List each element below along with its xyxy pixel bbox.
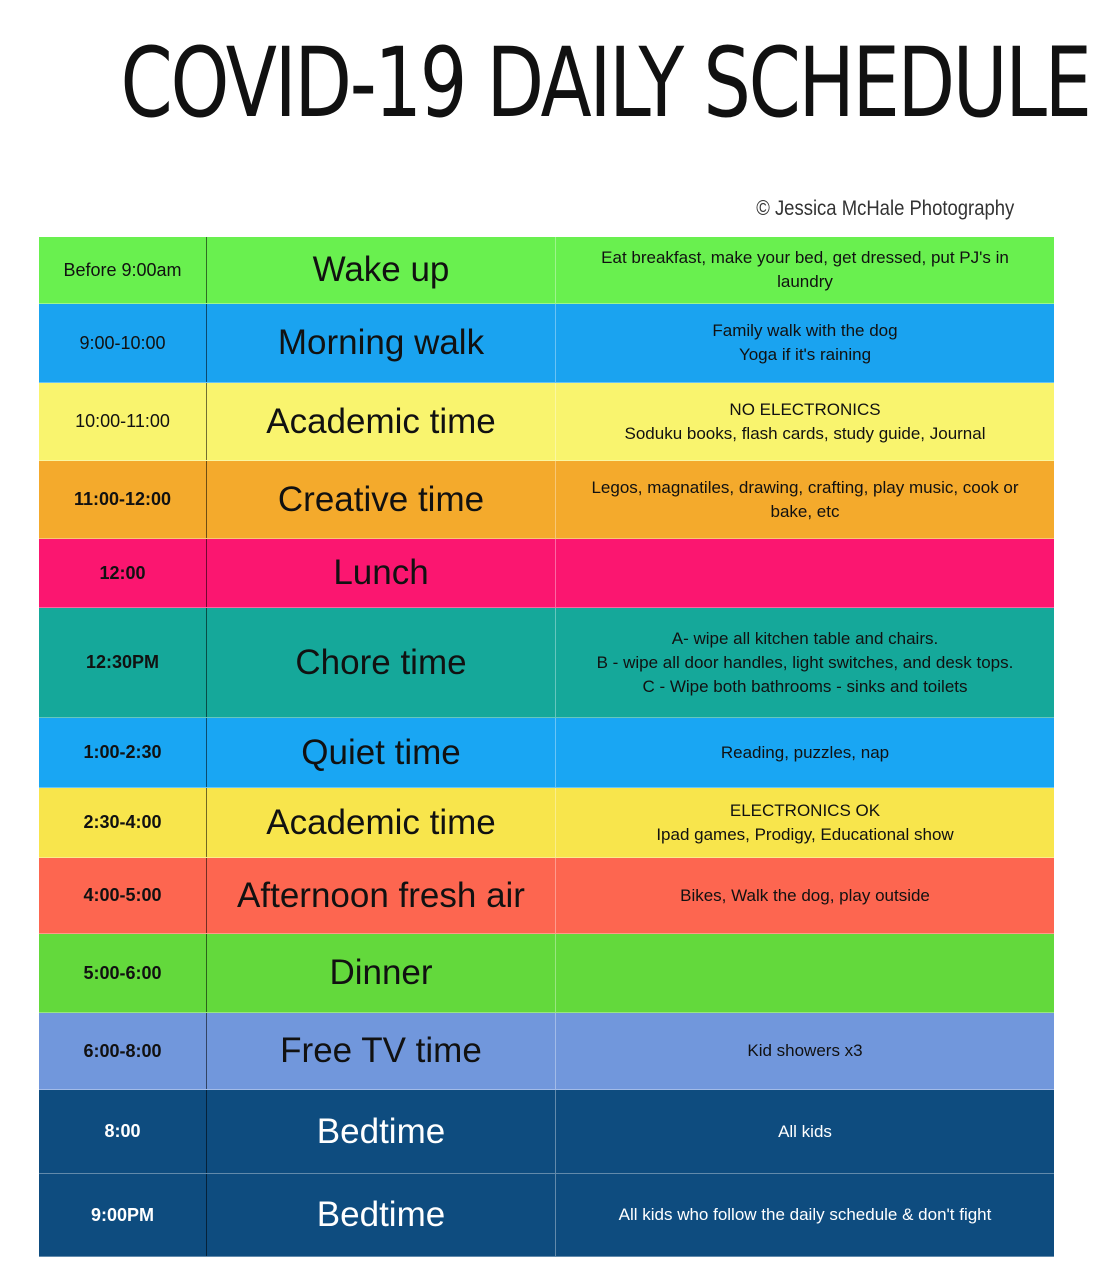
activity-cell: Bedtime xyxy=(207,1090,556,1173)
schedule-row-afternoon-fresh-air xyxy=(39,858,1054,934)
activity-cell: Free TV time xyxy=(207,1013,556,1089)
notes-cell: All kids who follow the daily schedule & don't fight xyxy=(618,1205,992,1224)
activity-cell: Bedtime xyxy=(207,1174,556,1256)
notes-cell: Bikes, Walk the dog, play outside xyxy=(680,885,930,905)
activity-cell: Academic time xyxy=(207,788,556,857)
time-cell: 4:00-5:00 xyxy=(39,858,207,933)
notes-cell: Family walk with the dog Yoga if it's raining xyxy=(712,321,898,364)
schedule-row-creative-time xyxy=(39,461,1054,539)
schedule-row-bedtime-2 xyxy=(39,1174,1054,1257)
notes-cell: Eat breakfast, make your bed, get dressed, put PJ's in laundry xyxy=(601,248,1009,291)
notes-cell: NO ELECTRONICS Soduku books, flash cards, study guide, Journal xyxy=(624,399,986,443)
schedule-row-academic-time-2 xyxy=(39,788,1054,858)
page-title: COVID-19 DAILY SCHEDULE xyxy=(120,27,1090,139)
notes-cell: Kid showers x3 xyxy=(747,1041,863,1060)
schedule-row-lunch xyxy=(39,539,1054,608)
activity-cell: Morning walk xyxy=(207,304,556,382)
activity-cell: Academic time xyxy=(207,383,556,460)
notes-cell: Reading, puzzles, nap xyxy=(720,742,890,762)
schedule-row-quiet-time xyxy=(39,718,1054,788)
activity-cell: Afternoon fresh air xyxy=(207,858,556,933)
time-cell: 12:30PM xyxy=(39,608,207,717)
time-cell: 6:00-8:00 xyxy=(39,1013,207,1089)
time-cell: 9:00PM xyxy=(39,1174,207,1256)
activity-cell: Dinner xyxy=(207,934,556,1012)
time-cell: 2:30-4:00 xyxy=(39,788,207,857)
time-cell: 10:00-11:00 xyxy=(39,383,207,460)
activity-cell: Wake up xyxy=(207,237,556,303)
notes-cell: All kids xyxy=(778,1121,832,1141)
activity-cell: Quiet time xyxy=(207,718,556,787)
schedule-row-chore-time xyxy=(39,608,1054,718)
notes-cell: ELECTRONICS OK Ipad games, Prodigy, Educational show xyxy=(656,800,954,844)
time-cell: 11:00-12:00 xyxy=(39,461,207,538)
notes-cell: Legos, magnatiles, drawing, crafting, play music, cook or bake, etc xyxy=(591,477,1019,521)
time-cell: Before 9:00am xyxy=(39,237,207,303)
photo-credit: © Jessica McHale Photography xyxy=(755,197,1014,220)
schedule-table xyxy=(39,237,1054,1257)
activity-cell: Lunch xyxy=(207,539,556,607)
notes-cell: A- wipe all kitchen table and chairs. B - wipe all door handles, light switches, and desk tops. C - Wipe both bathrooms - sinks and toilets xyxy=(596,628,1014,696)
schedule-row-dinner xyxy=(39,934,1054,1013)
schedule-row-wake-up xyxy=(39,237,1054,304)
schedule-row-bedtime xyxy=(39,1090,1054,1174)
schedule-row-morning-walk xyxy=(39,304,1054,383)
time-cell: 12:00 xyxy=(39,539,207,607)
activity-cell: Creative time xyxy=(207,461,556,538)
activity-cell: Chore time xyxy=(207,608,556,717)
time-cell: 8:00 xyxy=(39,1090,207,1173)
time-cell: 1:00-2:30 xyxy=(39,718,207,787)
time-cell: 9:00-10:00 xyxy=(39,304,207,382)
notes-cell xyxy=(556,934,1054,1012)
schedule-row-academic-time xyxy=(39,383,1054,461)
time-cell: 5:00-6:00 xyxy=(39,934,207,1012)
notes-cell xyxy=(556,539,1054,607)
schedule-row-free-tv-time xyxy=(39,1013,1054,1090)
